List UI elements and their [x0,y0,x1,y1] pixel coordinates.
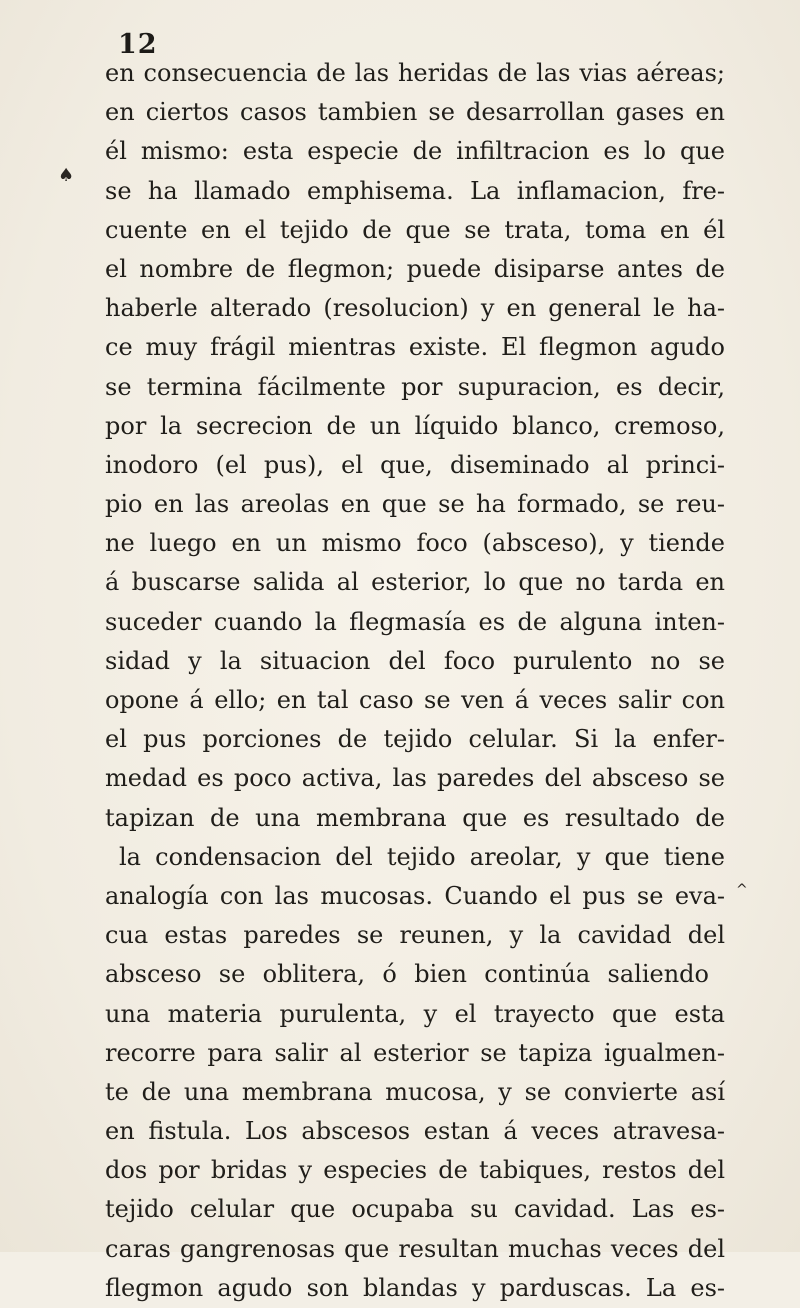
text-line-15: suceder cuando la flegmasía es de alguna inten- [105,607,725,636]
text-line-17: opone á ello; en tal caso se ven á veces salir con [105,686,725,714]
text-line-11: inodoro (el pus), el que, diseminado al princi- [105,450,725,479]
text-line-5: cuente en el tejido de que se trata, toma en él [105,215,725,244]
margin-mark-left: ♠ [58,165,75,186]
text-line-10: por la secrecion de un líquido blanco, cremoso, [105,411,725,440]
text-line-21: la condensacion del tejido areolar, y que tiene [119,842,725,871]
text-line-16: sidad y la situacion del foco purulento no se [105,646,725,675]
text-line-3: él mismo: esta especie de infiltracion es lo que [105,137,725,166]
text-line-19: medad es poco activa, las paredes del absceso se [105,764,725,793]
text-line-7: haberle alterado (resolucion) y en general le ha- [105,294,725,323]
text-line-32: flegmon agudo son blandas y parduscas. La es- [105,1273,725,1302]
text-line-31: caras gangrenosas que resultan muchas veces del [105,1234,725,1263]
text-line-2: en ciertos casos tambien se desarrollan gases en [105,98,725,127]
page-number: 12 [118,29,158,60]
text-line-25: una materia purulenta, y el trayecto que esta [105,999,725,1028]
text-line-26: recorre para salir al esterior se tapiza igualmen- [105,1038,725,1067]
body-text [105,54,725,1308]
text-line-9: se termina fácilmente por supuracion, es decir, [105,372,725,401]
text-line-12: pio en las areolas en que se ha formado, se reu- [105,490,725,519]
text-line-28: en fistula. Los abscesos estan á veces atravesa- [105,1117,725,1146]
text-line-24: absceso se oblitera, ó bien continúa saliendo [105,960,709,989]
text-line-13: ne luego en un mismo foco (absceso), y tiende [105,529,725,558]
text-line-14: á buscarse salida al esterior, lo que no tarda en [105,568,725,597]
text-line-23: cua estas paredes se reunen, y la cavidad del [105,921,725,950]
text-line-29: dos por bridas y especies de tabiques, restos del [105,1156,725,1185]
margin-mark-right: ^ [736,882,748,898]
text-line-4: se ha llamado emphisema. La inflamacion, fre- [105,176,725,205]
text-line-20: tapizan de una membrana que es resultado de [105,803,725,832]
text-line-27: te de una membrana mucosa, y se convierte así [105,1077,725,1106]
text-line-22: analogía con las mucosas. Cuando el pus se eva- [105,881,725,910]
text-line-18: el pus porciones de tejido celular. Si la enfer- [105,725,725,754]
text-line-8: ce muy frágil mientras existe. El flegmon agudo [105,333,725,362]
text-line-30: tejido celular que ocupaba su cavidad. Las es- [105,1195,725,1224]
text-line-6: el nombre de flegmon; puede disiparse antes de [105,254,725,283]
text-line-1: en consecuencia de las heridas de las vias aéreas; [105,59,725,87]
